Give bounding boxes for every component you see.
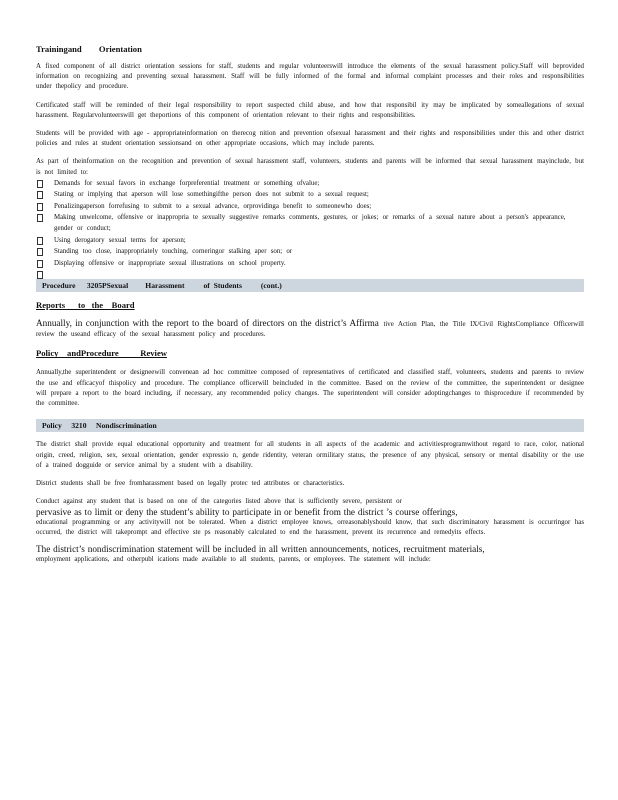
paragraph: Annually,the superintendent or designeewill convenean ad hoc committee composed of representatives of certificated and classified staff, volunteers, students and parents to review the use and efficacyof thispolicy and procedure. The compliance officerwill beincluded in the committee. Based on the review of the committee, the superintendent or designee will prepare a report to the board including, if necessary, any recommended policy changes. The superintendent will consider adoptingchanges to thisprocedure if recommended by the committee. [36, 369, 584, 408]
paragraph: As part of theinformation on the recognition and prevention of sexual harassment staff, volunteers, students and parents will be informed that sexual harassment mayinclude, but is not limited to: [36, 158, 584, 176]
paragraph: Annually, in conjunction with the report to the board of directors on the district’s Affirma tive Action Plan, the Title IX/Civil RightsCompliance Officerwill review the useand efficacy of the sexual harassment policy and procedures. [36, 318, 584, 339]
paragraph: A fixed component of all district orientation sessions for staff, students and regular volunteerswill introduce the elements of the sexual harassment policy.Staff will beprovided information on recognizing and preventing sexual harassment. Staff will be fully informed of the formal and informal complaint processes and their roles and responsibilities under thepolicy and procedure. [36, 63, 584, 91]
bullet-box-icon [37, 248, 43, 256]
bullet-box-icon [37, 260, 43, 268]
paragraph: employment applications, and otherpubl ications made available to all students, parents, or employees. The statement will include: [36, 555, 431, 563]
paragraph: Students will be provided with age - appropriateinformation on therecog nition and prevention ofsexual harassment and their rights and responsibilities under this and other district policies and rules at student orientation sessionsand on other appropriate occasions, which may include parents. [36, 130, 584, 148]
policy-header-band: Policy 3210 Nondiscrimination [36, 419, 584, 432]
paragraph: The district shall provide equal educational opportunity and treatment for all students in all aspects of the academic and activitiesprogramwithout regard to race, color, national origin, creed, religion, sex, sexual orientation, gender expressio n, gende ridentity, veteran ormilitary status, the presence of any physical, sensory or mental disability or the use of a trained dogguide or service animal by a student with a disability. [36, 441, 584, 469]
list-item: Making unwelcome, offensive or inappropria te sexually suggestive remarks comments, gestures, or jokes; or remarks of a sexual nature about a person's appearance, gender or conduct; [36, 212, 584, 235]
section-heading-training: Trainingand Orientation [36, 44, 142, 54]
section-heading-review: Policy andProcedure Review [36, 348, 167, 359]
list-item: Using derogatory sexual terms for aperson; [36, 235, 584, 246]
bullet-box-icon [37, 214, 43, 222]
paragraph: Certificated staff will be reminded of their legal responsibility to report suspected child abuse, and how that responsibil ity may be implicated by someallegations of sexual harassment. Regularvolunteerswill get theportions of this component of orientation relevant to their rights and responsibilities. [36, 101, 584, 119]
list-item: Penalizingaperson forrefusing to submit to a sexual advance, orprovidinga benefit to someonewho does; [36, 201, 584, 212]
bullet-box-icon [37, 271, 43, 279]
bullet-box-icon [37, 191, 43, 199]
list-item: Standing too close, inappropriately touching, corneringor stalking aper son; or [36, 246, 584, 257]
bullet-box-icon [37, 180, 43, 188]
harassment-examples-list [36, 178, 584, 269]
procedure-header-band: Procedure 3205PSexual Harassment of Students (cont.) [36, 279, 584, 292]
list-item: Displaying offensive or inappropriate sexual illustrations on school property. [36, 258, 584, 269]
list-item: Demands for sexual favors in exchange forpreferential treatment or something ofvalue; [36, 178, 584, 189]
paragraph: pervasive as to limit or deny the student’s ability to participate in or benefit from the district ’s course offerings, [36, 507, 458, 518]
list-item: Stating or implying that aperson will lose somethingifthe person does not submit to a sexual request; [36, 189, 584, 200]
bullet-box-icon [37, 237, 43, 245]
paragraph: The district’s nondiscrimination statement will be included in all written announcements, notices, recruitment materials, [36, 544, 485, 555]
document-page [36, 44, 584, 565]
section-heading-reports: Reports to the Board [36, 300, 135, 311]
paragraph: Conduct against any student that is based on one of the categories listed above that is sufficiently severe, persistent or [36, 498, 402, 506]
paragraph: District students shall be free fromharassment based on legally protec ted attributes or characteristics. [36, 479, 345, 487]
paragraph: educational programming or any activitywill not be tolerated. When a district employee knows, orreasonablyshould know, that such discriminatory harassment is occurringor has occurred, the district will takeprompt and effective ste ps reasonably calculated to end the harassment, prevent its recurrence and remedyits effects. [36, 518, 584, 537]
bullet-box-icon [37, 203, 43, 211]
